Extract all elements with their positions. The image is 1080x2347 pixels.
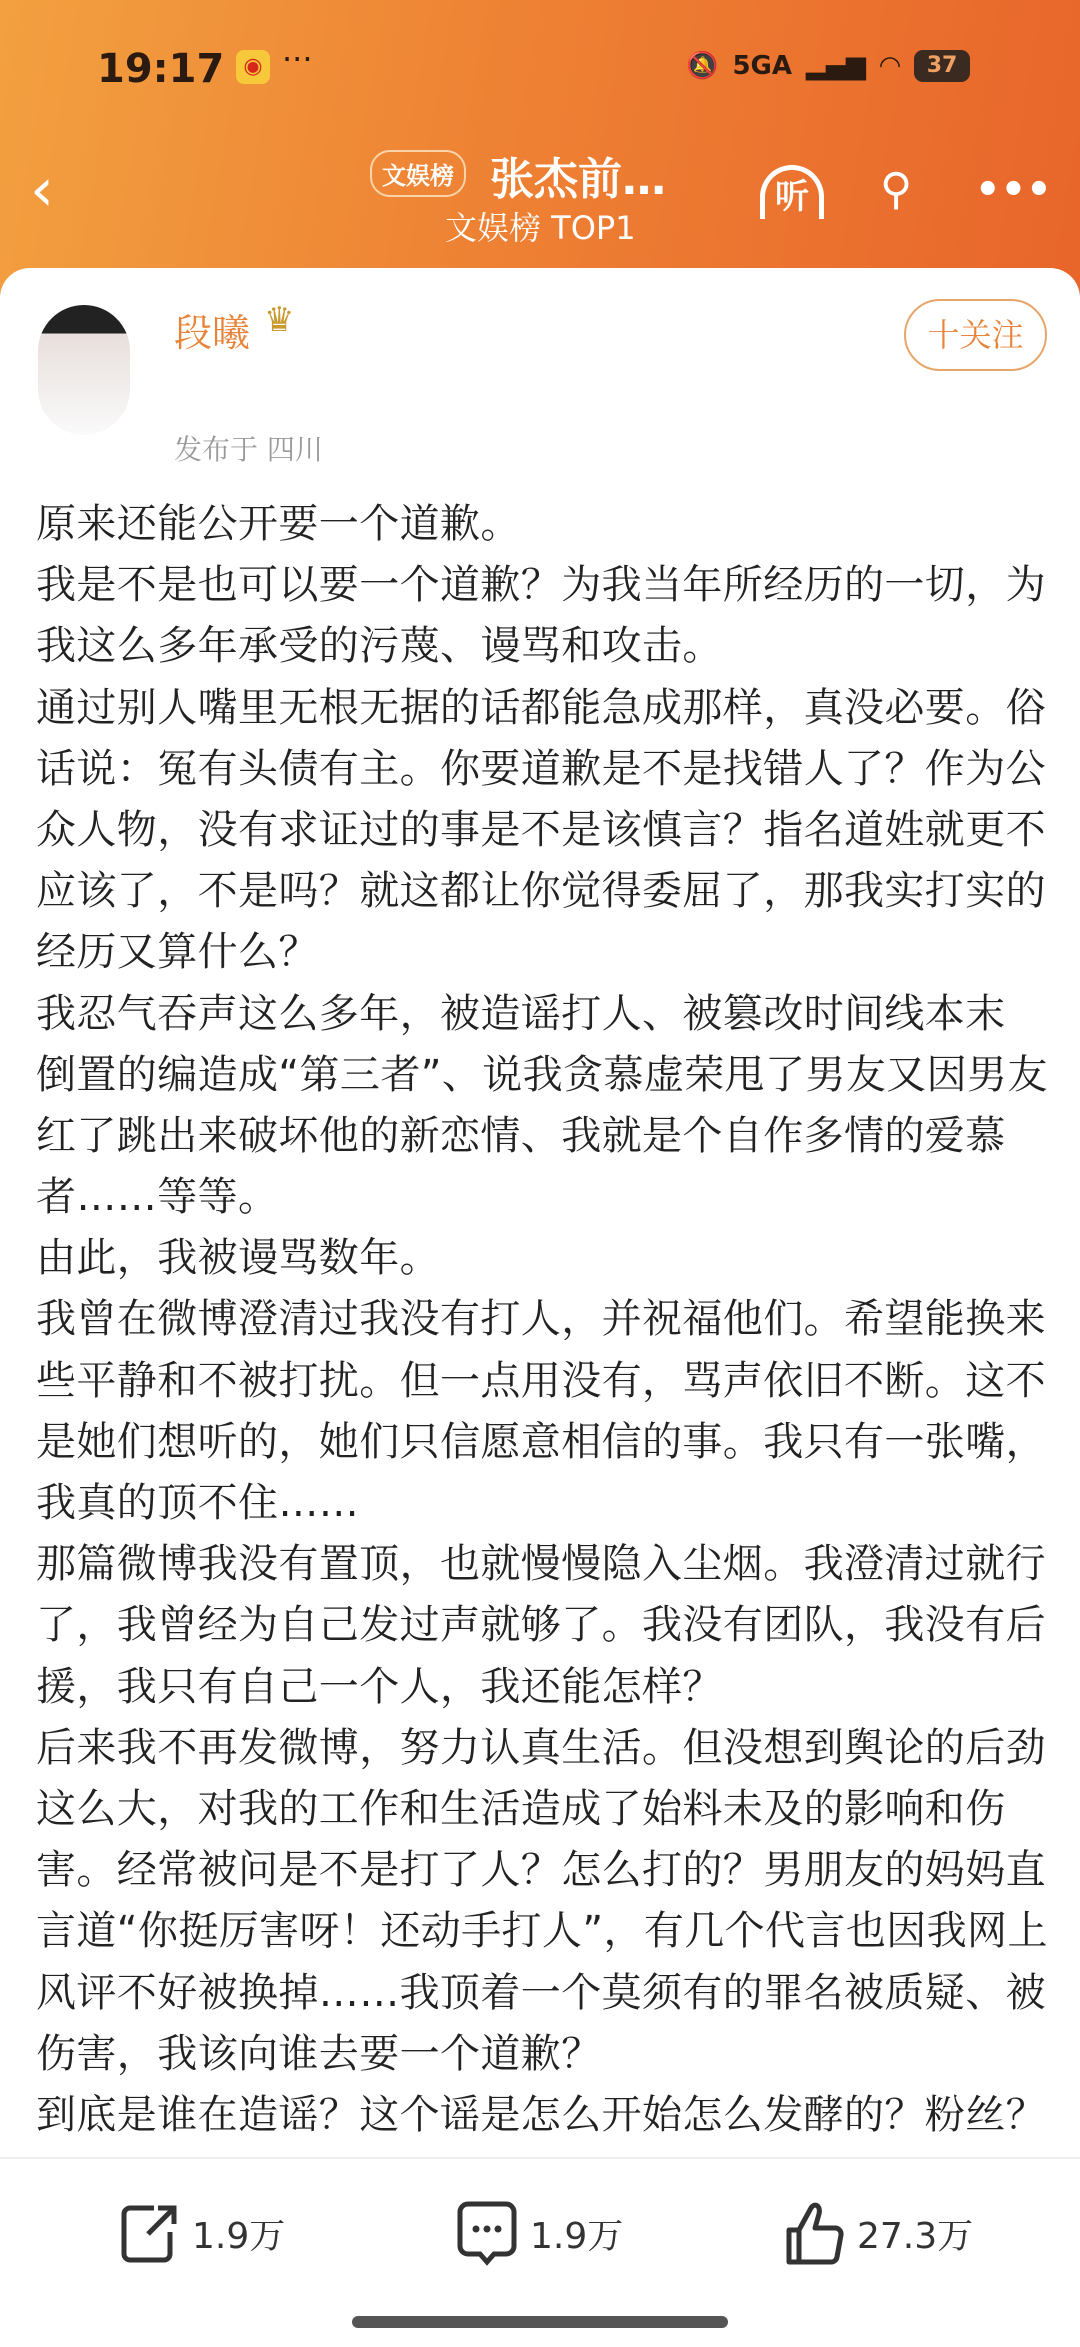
post-text-line: 倒置的编造成“第三者”、说我贪慕虚荣甩了男友又因男友 (36, 1051, 1048, 1098)
post-text-line: 害。经常被问是不是打了人？怎么打的？男朋友的妈妈直 (36, 1847, 1046, 1894)
like-count: 27.3万 (857, 2215, 974, 2257)
post-text-line: 话说：冤有头债有主。你要道歉是不是找错人了？作为公 (36, 745, 1046, 792)
post-text-line: 众人物，没有求证过的事是不是该慎言？指名道姓就更不 (36, 806, 1046, 853)
post-text-line: 由此，我被谩骂数年。 (36, 1235, 440, 1282)
more-notifications-icon: ··· (282, 40, 313, 78)
post-body (36, 494, 1060, 2146)
mute-icon: 🔕 (686, 51, 719, 81)
post-text-line: 我曾在微博澄清过我没有打人，并祝福他们。希望能换来 (36, 1296, 1046, 1343)
post-text-line: 到底是谁在造谣？这个谣是怎么开始怎么发酵的？粉丝？ (36, 2091, 1046, 2138)
thumbs-up-icon (783, 2200, 845, 2266)
post-text-line: 红了跳出来破坏他的新恋情、我就是个自作多情的爱慕 (36, 1112, 1006, 1159)
post-text-line: 我真的顶不住…… (36, 1480, 360, 1526)
repost-icon (118, 2200, 180, 2266)
follow-button[interactable]: 十关注 (904, 299, 1047, 371)
comment-icon (456, 2200, 518, 2266)
comment-count: 1.9万 (530, 2215, 624, 2257)
back-button[interactable]: ‹ (30, 155, 54, 225)
status-bar (0, 40, 1080, 100)
post-text-line: 应该了，不是吗？就这都让你觉得委屈了，那我实打实的 (36, 868, 1046, 915)
post-text-line: 通过别人嘴里无根无据的话都能急成那样，真没必要。俗 (36, 684, 1046, 731)
ranking-badge: 文娱榜 (370, 150, 466, 197)
post-text-line: 我忍气吞声这么多年，被造谣打人、被篡改时间线本末 (36, 990, 1006, 1037)
post-text-line: 些平静和不被打扰。但一点用没有，骂声依旧不断。这不 (36, 1357, 1046, 1404)
status-time: 19:17 (97, 46, 225, 92)
network-label: 5GA (732, 51, 792, 81)
post-text-line: 这么大，对我的工作和生活造成了始料未及的影响和伤 (36, 1785, 1006, 1832)
comment-button[interactable] (456, 2200, 623, 2266)
post-text-line: 我是不是也可以要一个道歉？为我当年所经历的一切，为 (36, 562, 1046, 609)
signal-icon: ▂▄▆ (806, 51, 866, 81)
post-location: 发布于 四川 (174, 433, 323, 466)
search-icon[interactable]: ⚲ (880, 164, 913, 215)
post-text-line: 言道“你挺厉害呀！还动手打人”，有几个代言也因我网上 (36, 1908, 1048, 1955)
post-text-line: 者……等等。 (36, 1174, 279, 1221)
avatar[interactable] (38, 305, 130, 435)
divider (0, 2157, 1080, 2159)
post-text-line: 经历又算什么？ (36, 929, 319, 976)
post-text-line: 原来还能公开要一个道歉。 (36, 501, 521, 547)
post-text-line: 那篇微博我没有置顶，也就慢慢隐入尘烟。我澄清过就行 (36, 1541, 1046, 1588)
weibo-notification-icon: ◉ (236, 50, 270, 84)
post-text-line: 援，我只有自己一个人，我还能怎样？ (36, 1663, 723, 1710)
post-text-line: 后来我不再发微博，努力认真生活。但没想到舆论的后劲 (36, 1724, 1046, 1771)
post-text-line: 是她们想听的，她们只信愿意相信的事。我只有一张嘴， (36, 1418, 1046, 1465)
post-text-line: 了，我曾经为自己发过声就够了。我没有团队，我没有后 (36, 1602, 1046, 1649)
like-button[interactable] (783, 2200, 973, 2266)
repost-button[interactable] (118, 2200, 285, 2266)
battery-level: 37 (914, 50, 970, 82)
post-text-line: 我这么多年承受的污蔑、谩骂和攻击。 (36, 623, 723, 670)
more-icon[interactable]: ••• (975, 167, 1052, 213)
crown-badge-icon: ♛ (264, 300, 295, 340)
post-text-line: 伤害，我该向谁去要一个道歉？ (36, 2030, 602, 2077)
headphones-icon-label: 听 (775, 177, 809, 217)
wifi-icon: ◠ (880, 51, 900, 81)
repost-count: 1.9万 (192, 2215, 286, 2257)
home-indicator[interactable] (352, 2316, 728, 2328)
post-text-line: 风评不好被换掉……我顶着一个莫须有的罪名被质疑、被 (36, 1969, 1046, 2016)
author-name[interactable]: 段曦 (174, 311, 251, 355)
page-title[interactable]: 张杰前… (490, 154, 666, 205)
listen-button[interactable] (760, 165, 824, 219)
page-subtitle: 文娱榜 TOP1 (445, 209, 636, 247)
